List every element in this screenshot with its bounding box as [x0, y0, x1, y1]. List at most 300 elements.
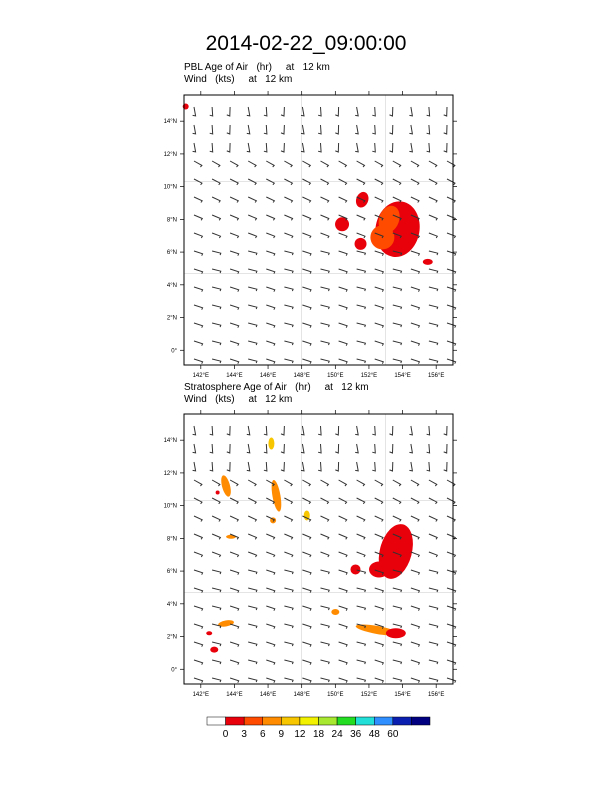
wind-barb: [230, 660, 239, 665]
lat-tick-label: 10°N: [163, 503, 177, 510]
wind-barb: [194, 624, 203, 629]
wind-barb: [194, 552, 202, 557]
wind-barb: [357, 305, 366, 309]
wind-barb: [390, 107, 393, 116]
colorbar-label: 24: [331, 729, 343, 740]
lon-tick-label: 146°E: [259, 692, 277, 698]
panel1-age-area: [335, 217, 349, 231]
wind-barb: [318, 143, 321, 152]
lat-tick-label: 4°N: [166, 282, 177, 289]
wind-barb: [429, 323, 438, 327]
wind-barb: [212, 660, 221, 664]
wind-barb: [409, 444, 412, 453]
wind-barb: [281, 462, 284, 471]
colorbar-swatch: [411, 717, 430, 725]
wind-barb: [429, 341, 438, 345]
wind-barb: [227, 107, 230, 116]
wind-barb: [429, 660, 438, 664]
wind-barb: [429, 534, 437, 539]
wind-barb: [264, 426, 267, 435]
wind-barb: [227, 143, 230, 152]
colorbar-label: 36: [350, 729, 362, 740]
wind-barb: [284, 624, 293, 628]
wind-barb: [427, 426, 430, 435]
wind-barb: [357, 552, 365, 557]
wind-barb: [302, 287, 311, 292]
wind-barb: [393, 660, 402, 664]
wind-barb: [429, 251, 438, 255]
wind-barb: [284, 323, 293, 327]
colorbar-label: 3: [241, 729, 247, 740]
wind-barb: [248, 624, 257, 628]
lat-tick-label: 0°: [171, 667, 177, 674]
wind-barb: [227, 426, 230, 435]
wind-barb: [266, 269, 275, 274]
wind-barb: [411, 552, 419, 557]
wind-barb: [411, 606, 420, 611]
wind-barb: [302, 359, 311, 364]
colorbar-label: 48: [368, 729, 380, 740]
wind-barb: [281, 125, 284, 134]
wind-barb: [339, 359, 348, 364]
wind-barb: [393, 588, 402, 592]
wind-barb: [409, 143, 412, 152]
lat-tick-label: 8°N: [166, 536, 177, 543]
wind-barb: [393, 359, 402, 363]
wind-barb: [335, 426, 338, 435]
wind-barb: [194, 480, 202, 486]
wind-barb: [266, 161, 274, 167]
wind-barb: [302, 251, 311, 256]
colorbar-label: 0: [222, 729, 229, 740]
wind-barb: [447, 552, 455, 557]
wind-barb: [247, 426, 250, 435]
wind-barb: [375, 606, 384, 611]
lon-tick-label: 156°E: [427, 373, 445, 379]
wind-barb: [302, 323, 311, 328]
wind-barb: [230, 287, 239, 292]
wind-barb: [248, 552, 256, 557]
wind-barb: [266, 251, 275, 256]
wind-barb: [212, 341, 221, 345]
wind-barb: [193, 462, 196, 471]
wind-barb: [375, 251, 384, 256]
colorbar-swatch: [356, 717, 375, 725]
wind-barb: [194, 678, 203, 683]
panel2-age-area: [216, 491, 220, 495]
wind-barb: [247, 125, 250, 134]
colorbar-label: 6: [259, 729, 266, 740]
wind-barb: [375, 161, 383, 167]
wind-barb: [194, 516, 202, 522]
wind-barb: [375, 678, 384, 683]
wind-barb: [355, 125, 358, 134]
wind-barb: [447, 678, 456, 683]
panel1-age-area: [355, 238, 367, 250]
wind-barb: [355, 462, 358, 471]
wind-barb: [339, 660, 348, 665]
wind-barb: [194, 215, 202, 220]
wind-barb: [335, 125, 338, 134]
wind-barb: [284, 534, 292, 539]
wind-barb: [266, 678, 275, 683]
wind-barb: [321, 480, 329, 486]
lat-tick-label: 10°N: [163, 184, 177, 191]
wind-barb: [444, 444, 447, 453]
wind-barb: [284, 480, 292, 486]
wind-barb: [444, 426, 447, 435]
wind-barb: [411, 269, 420, 274]
wind-barb: [339, 534, 347, 539]
wind-barb: [318, 426, 321, 435]
wind-barb: [266, 215, 274, 220]
wind-barb: [193, 426, 196, 435]
wind-barb: [194, 251, 203, 256]
wind-barb: [194, 323, 203, 328]
wind-barb: [302, 161, 310, 167]
wind-barb: [339, 161, 347, 167]
colorbar-swatch: [281, 717, 300, 725]
wind-barb: [447, 161, 455, 167]
panel1-field-label: PBL Age of Air (hr) at 12 km: [184, 62, 330, 73]
wind-barb: [194, 305, 203, 310]
wind-barb: [339, 305, 348, 310]
wind-barb: [411, 287, 420, 292]
wind-barb: [339, 233, 347, 238]
wind-barb: [427, 107, 430, 116]
wind-barb: [227, 125, 230, 134]
wind-barb: [302, 269, 311, 274]
wind-barb: [194, 269, 203, 274]
wind-barb: [212, 534, 220, 539]
wind-barb: [248, 251, 257, 255]
panel2-age-area: [270, 479, 283, 512]
wind-barb: [284, 516, 292, 522]
wind-barb: [230, 215, 238, 220]
wind-barb: [264, 143, 267, 152]
lon-tick-label: 148°E: [293, 692, 310, 698]
wind-barb: [393, 624, 402, 628]
wind-barb: [321, 215, 329, 220]
wind-barb: [447, 516, 455, 522]
wind-barb: [266, 305, 275, 310]
wind-barb: [393, 516, 401, 522]
wind-barb: [266, 570, 275, 575]
wind-barb: [375, 305, 384, 310]
wind-barb: [230, 588, 239, 593]
wind-barb: [393, 305, 402, 309]
panel2-age-area: [206, 631, 212, 635]
wind-barb: [444, 107, 447, 116]
wind-barb: [409, 462, 412, 471]
wind-barb: [230, 341, 239, 346]
wind-barb: [266, 233, 274, 238]
wind-barb: [248, 678, 257, 682]
wind-barb: [447, 341, 456, 346]
wind-barb: [429, 305, 438, 309]
wind-barb: [318, 107, 321, 116]
wind-barb: [284, 341, 293, 345]
wind-barb: [284, 606, 293, 610]
colorbar-swatch: [337, 717, 356, 725]
wind-barb: [247, 444, 250, 453]
wind-barb: [375, 359, 384, 364]
wind-barb: [375, 660, 384, 665]
wind-barb: [284, 552, 292, 557]
wind-barb: [266, 341, 275, 346]
lon-tick-label: 146°E: [259, 373, 277, 379]
wind-barb: [393, 161, 401, 167]
wind-barb: [248, 534, 256, 539]
wind-barb: [301, 426, 304, 435]
wind-barb: [429, 161, 437, 167]
wind-barb: [248, 323, 257, 327]
wind-barb: [194, 660, 203, 665]
wind-barb: [375, 287, 384, 292]
panel2-age-area: [226, 535, 236, 539]
wind-barb: [321, 588, 330, 592]
wind-barb: [248, 480, 256, 486]
wind-barb: [447, 642, 456, 647]
wind-barb: [321, 516, 329, 522]
wind-barb: [447, 660, 456, 665]
wind-barb: [264, 462, 267, 471]
wind-barb: [372, 444, 375, 453]
wind-barb: [230, 642, 239, 647]
wind-barb: [284, 197, 292, 203]
wind-barb: [302, 660, 311, 665]
colorbar-swatch: [263, 717, 282, 725]
wind-barb: [212, 642, 221, 646]
wind-barb: [302, 678, 311, 683]
wind-barb: [212, 269, 221, 273]
wind-barb: [411, 359, 420, 364]
panel2-age-area: [219, 474, 232, 497]
wind-barb: [427, 462, 430, 471]
wind-barb: [210, 107, 213, 116]
wind-barb: [210, 462, 213, 471]
lat-tick-label: 6°N: [166, 250, 177, 257]
lat-tick-label: 14°N: [163, 438, 177, 445]
wind-barb: [302, 197, 310, 203]
wind-barb: [321, 570, 330, 574]
wind-barb: [429, 642, 438, 646]
wind-barb: [321, 552, 329, 557]
panel2-frame: [184, 414, 453, 684]
lon-tick-label: 152°E: [360, 373, 378, 379]
wind-barb: [248, 305, 257, 309]
lat-tick-label: 12°N: [163, 151, 177, 158]
wind-barb: [248, 197, 256, 203]
panel1-age-area: [423, 259, 433, 265]
wind-barb: [321, 606, 330, 610]
lat-tick-label: 8°N: [166, 217, 177, 224]
lat-tick-label: 6°N: [166, 569, 177, 576]
wind-barb: [318, 125, 321, 134]
wind-barb: [212, 287, 221, 291]
lat-tick-label: 2°N: [166, 315, 177, 322]
wind-barb: [355, 426, 358, 435]
wind-barb: [321, 534, 329, 539]
lon-tick-label: 142°E: [192, 692, 210, 698]
wind-barb: [212, 606, 221, 610]
wind-barb: [321, 251, 330, 255]
wind-barb: [390, 426, 393, 435]
wind-barb: [212, 197, 220, 203]
colorbar-swatch: [244, 717, 263, 725]
wind-barb: [339, 341, 348, 346]
wind-barb: [447, 624, 456, 629]
wind-barb: [375, 642, 384, 647]
wind-barb: [284, 660, 293, 664]
wind-barb: [339, 197, 347, 203]
wind-barb: [447, 480, 455, 486]
wind-barb: [393, 480, 401, 486]
wind-barb: [411, 480, 419, 486]
wind-barb: [230, 233, 238, 238]
wind-barb: [355, 107, 358, 116]
wind-barb: [411, 161, 419, 167]
lat-tick-label: 14°N: [163, 119, 177, 126]
wind-barb: [429, 359, 438, 363]
wind-barb: [301, 107, 304, 116]
wind-barb: [375, 480, 383, 486]
wind-barb: [357, 287, 366, 291]
wind-barb: [357, 215, 365, 220]
wind-barb: [247, 462, 250, 471]
colorbar-swatch: [319, 717, 338, 725]
wind-barb: [375, 197, 383, 203]
wind-barb: [375, 588, 384, 593]
wind-barb: [194, 287, 203, 292]
wind-barb: [248, 588, 257, 592]
wind-barb: [227, 444, 230, 453]
wind-barb: [409, 107, 412, 116]
wind-barb: [409, 125, 412, 134]
wind-barb: [339, 516, 347, 522]
lat-tick-label: 2°N: [166, 634, 177, 641]
wind-barb: [321, 287, 330, 291]
wind-barb: [247, 107, 250, 116]
wind-barb: [248, 570, 257, 574]
colorbar-swatch: [300, 717, 319, 725]
wind-barb: [411, 642, 420, 647]
wind-barb: [390, 444, 393, 453]
wind-barb: [357, 534, 365, 539]
wind-barb: [302, 588, 311, 593]
wind-barb: [248, 660, 257, 664]
wind-barb: [264, 444, 267, 453]
wind-barb: [429, 678, 438, 682]
wind-barb: [266, 606, 275, 611]
wind-barb: [266, 624, 275, 629]
wind-barb: [409, 426, 412, 435]
wind-barb: [281, 107, 284, 116]
wind-barb: [281, 444, 284, 453]
wind-barb: [194, 197, 202, 203]
wind-barb: [264, 107, 267, 116]
wind-barb: [230, 323, 239, 328]
wind-barb: [429, 269, 438, 273]
wind-barb: [302, 233, 310, 238]
wind-barb: [248, 287, 257, 291]
wind-barb: [427, 143, 430, 152]
wind-barb: [212, 570, 221, 574]
wind-barb: [447, 269, 456, 274]
wind-barb: [375, 269, 384, 274]
panel2-wind-label: Wind (kts) at 12 km: [184, 394, 293, 405]
wind-barb: [357, 678, 366, 682]
lon-tick-label: 150°E: [327, 373, 344, 379]
panel1-age-area: [400, 208, 412, 224]
wind-barb: [321, 359, 330, 363]
wind-barb: [212, 588, 221, 592]
wind-barb: [390, 125, 393, 134]
wind-barb: [355, 444, 358, 453]
wind-barb: [194, 588, 203, 593]
wind-barb: [357, 660, 366, 664]
wind-barb: [372, 426, 375, 435]
wind-barb: [429, 215, 437, 220]
wind-barb: [357, 341, 366, 345]
wind-barb: [248, 215, 256, 220]
wind-barb: [230, 624, 239, 629]
wind-barb: [266, 323, 275, 328]
wind-barb: [429, 233, 437, 238]
panel2-age-area: [386, 628, 406, 638]
wind-barb: [447, 570, 456, 575]
wind-barb: [321, 341, 330, 345]
panel2-age-area: [350, 564, 360, 574]
wind-barb: [411, 251, 420, 256]
wind-barb: [264, 125, 267, 134]
wind-barb: [212, 516, 220, 522]
wind-barb: [284, 359, 293, 363]
wind-barb: [194, 341, 203, 346]
wind-barb: [194, 642, 203, 647]
wind-barb: [230, 359, 239, 364]
wind-barb: [339, 269, 348, 274]
wind-barb: [393, 269, 402, 273]
wind-barb: [357, 269, 366, 273]
panel2-age-area: [268, 437, 274, 449]
wind-barb: [427, 444, 430, 453]
wind-barb: [393, 642, 402, 646]
wind-barb: [357, 323, 366, 327]
wind-barb: [444, 143, 447, 152]
wind-barb: [227, 462, 230, 471]
wind-barb: [411, 305, 420, 310]
wind-barb: [301, 125, 304, 134]
wind-barb: [321, 660, 330, 664]
wind-barb: [444, 462, 447, 471]
wind-barb: [212, 323, 221, 327]
wind-barb: [194, 570, 203, 575]
wind-barb: [281, 426, 284, 435]
panel1-wind-label: Wind (kts) at 12 km: [184, 74, 293, 85]
wind-barb: [193, 444, 196, 453]
wind-barb: [194, 534, 202, 539]
wind-barb: [266, 660, 275, 665]
wind-barb: [357, 588, 366, 592]
lon-tick-label: 154°E: [394, 373, 411, 379]
wind-barb: [357, 233, 365, 238]
lon-tick-label: 148°E: [293, 373, 310, 379]
panel2-field-label: Stratosphere Age of Air (hr) at 12 km: [184, 382, 369, 393]
colorbar-label: 12: [294, 729, 306, 740]
wind-barb: [248, 516, 256, 522]
panel2-age-area: [210, 647, 218, 653]
